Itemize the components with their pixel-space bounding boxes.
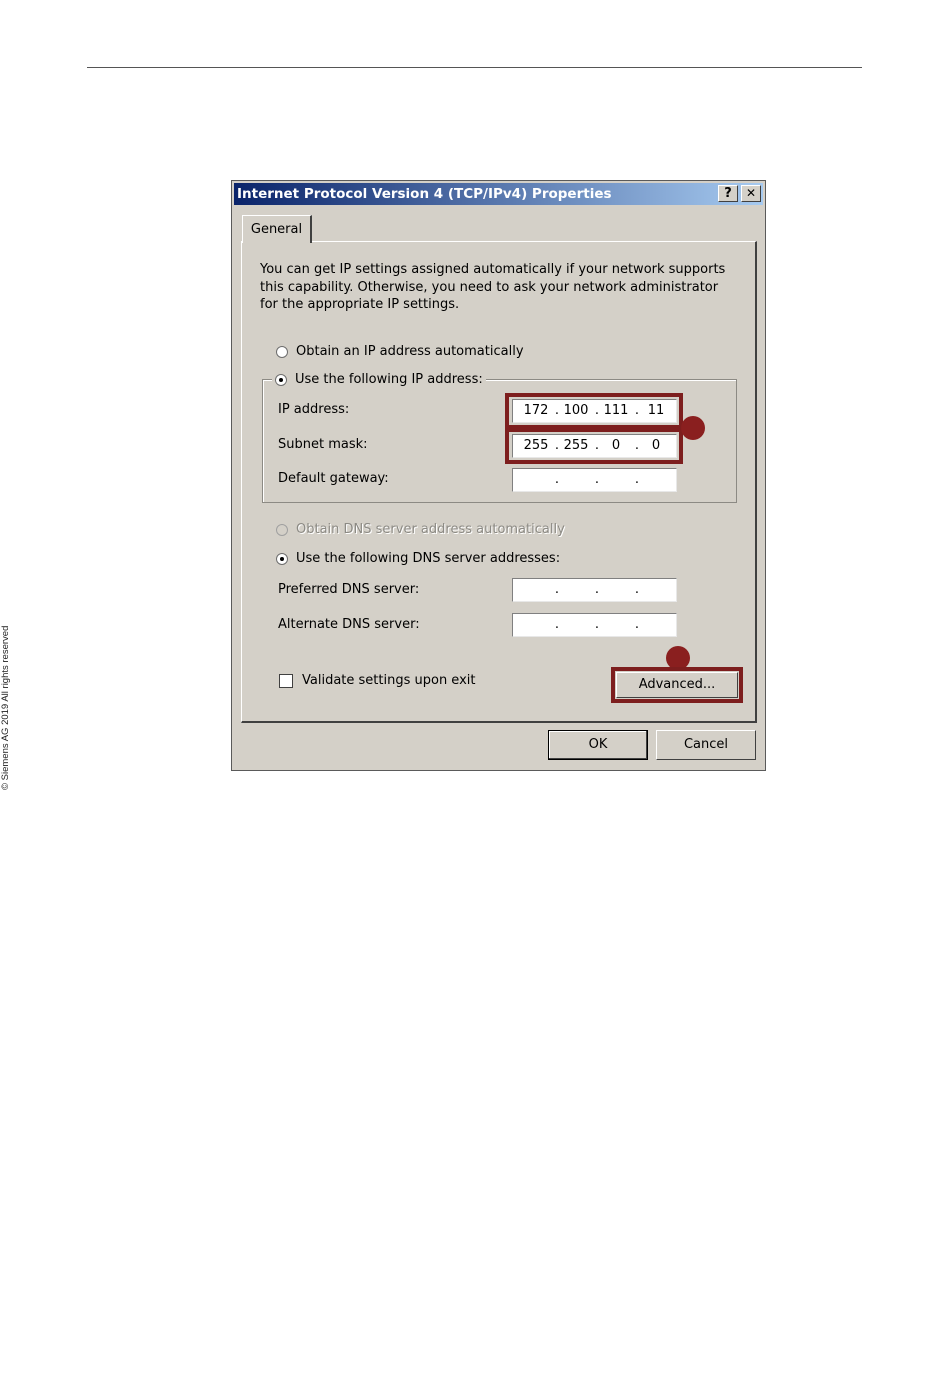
close-button[interactable]: ✕	[741, 185, 761, 202]
subnet-mask-label: Subnet mask:	[278, 437, 368, 452]
radio-button-disabled[interactable]	[276, 524, 288, 536]
ip-address-field[interactable]: 172 . 100 . 111 . 11	[512, 399, 677, 423]
default-gateway-label: Default gateway:	[278, 471, 389, 486]
ip-octet-1: 172	[523, 403, 549, 418]
intro-text: You can get IP settings assigned automatically if your network supports this capability. Otherwise, you need to ask your network administrator for the appropriate IP settings.	[260, 262, 726, 312]
ip-octet-4: 11	[647, 403, 665, 418]
validate-settings-label: Validate settings upon exit	[302, 673, 476, 688]
alternate-dns-label: Alternate DNS server:	[278, 617, 420, 632]
ip-address-highlight	[505, 393, 683, 429]
help-button[interactable]: ?	[718, 185, 738, 202]
checkbox[interactable]	[279, 674, 293, 688]
ok-button[interactable]: OK	[548, 730, 648, 760]
alternate-dns-field[interactable]: . . .	[512, 613, 677, 637]
subnet-mask-highlight	[505, 428, 683, 464]
subnet-octet-3: 0	[611, 438, 621, 453]
default-gateway-field[interactable]: . . .	[512, 468, 677, 492]
subnet-mask-field[interactable]: 255 . 255 . 0 . 0	[512, 434, 677, 458]
preferred-dns-field[interactable]: . . .	[512, 578, 677, 602]
radio-button-selected[interactable]	[276, 553, 288, 565]
ip-octet-2: 100	[563, 403, 589, 418]
step-marker-badge	[681, 416, 705, 440]
radio-use-ip-label: Use the following IP address:	[295, 372, 483, 387]
advanced-button[interactable]: Advanced...	[616, 672, 738, 698]
radio-use-following-dns[interactable]	[276, 551, 560, 566]
radio-use-following-ip[interactable]	[272, 372, 486, 387]
copyright-notice: © Siemens AG 2019 All rights reserved	[0, 625, 11, 790]
radio-button[interactable]	[276, 346, 288, 358]
dialog-titlebar[interactable]	[234, 183, 763, 205]
subnet-octet-4: 0	[651, 438, 661, 453]
radio-button-selected[interactable]	[275, 374, 287, 386]
subnet-octet-1: 255	[523, 438, 549, 453]
advanced-button-highlight	[611, 667, 743, 703]
radio-obtain-ip-label: Obtain an IP address automatically	[296, 344, 524, 359]
ip-address-label: IP address:	[278, 402, 350, 417]
ipv4-properties-dialog	[231, 180, 766, 771]
radio-obtain-ip-automatically[interactable]	[276, 344, 524, 359]
dialog-title: Internet Protocol Version 4 (TCP/IPv4) Properties	[237, 186, 612, 202]
radio-obtain-dns-automatically[interactable]	[276, 522, 565, 537]
page-header-rule	[87, 67, 862, 68]
radio-obtain-dns-label: Obtain DNS server address automatically	[296, 522, 565, 537]
validate-settings-checkbox[interactable]	[279, 673, 475, 688]
cancel-button[interactable]: Cancel	[656, 730, 756, 760]
ip-octet-3: 111	[603, 403, 629, 418]
tab-general[interactable]: General	[242, 215, 312, 243]
radio-use-dns-label: Use the following DNS server addresses:	[296, 551, 561, 566]
subnet-octet-2: 255	[563, 438, 589, 453]
preferred-dns-label: Preferred DNS server:	[278, 582, 420, 597]
